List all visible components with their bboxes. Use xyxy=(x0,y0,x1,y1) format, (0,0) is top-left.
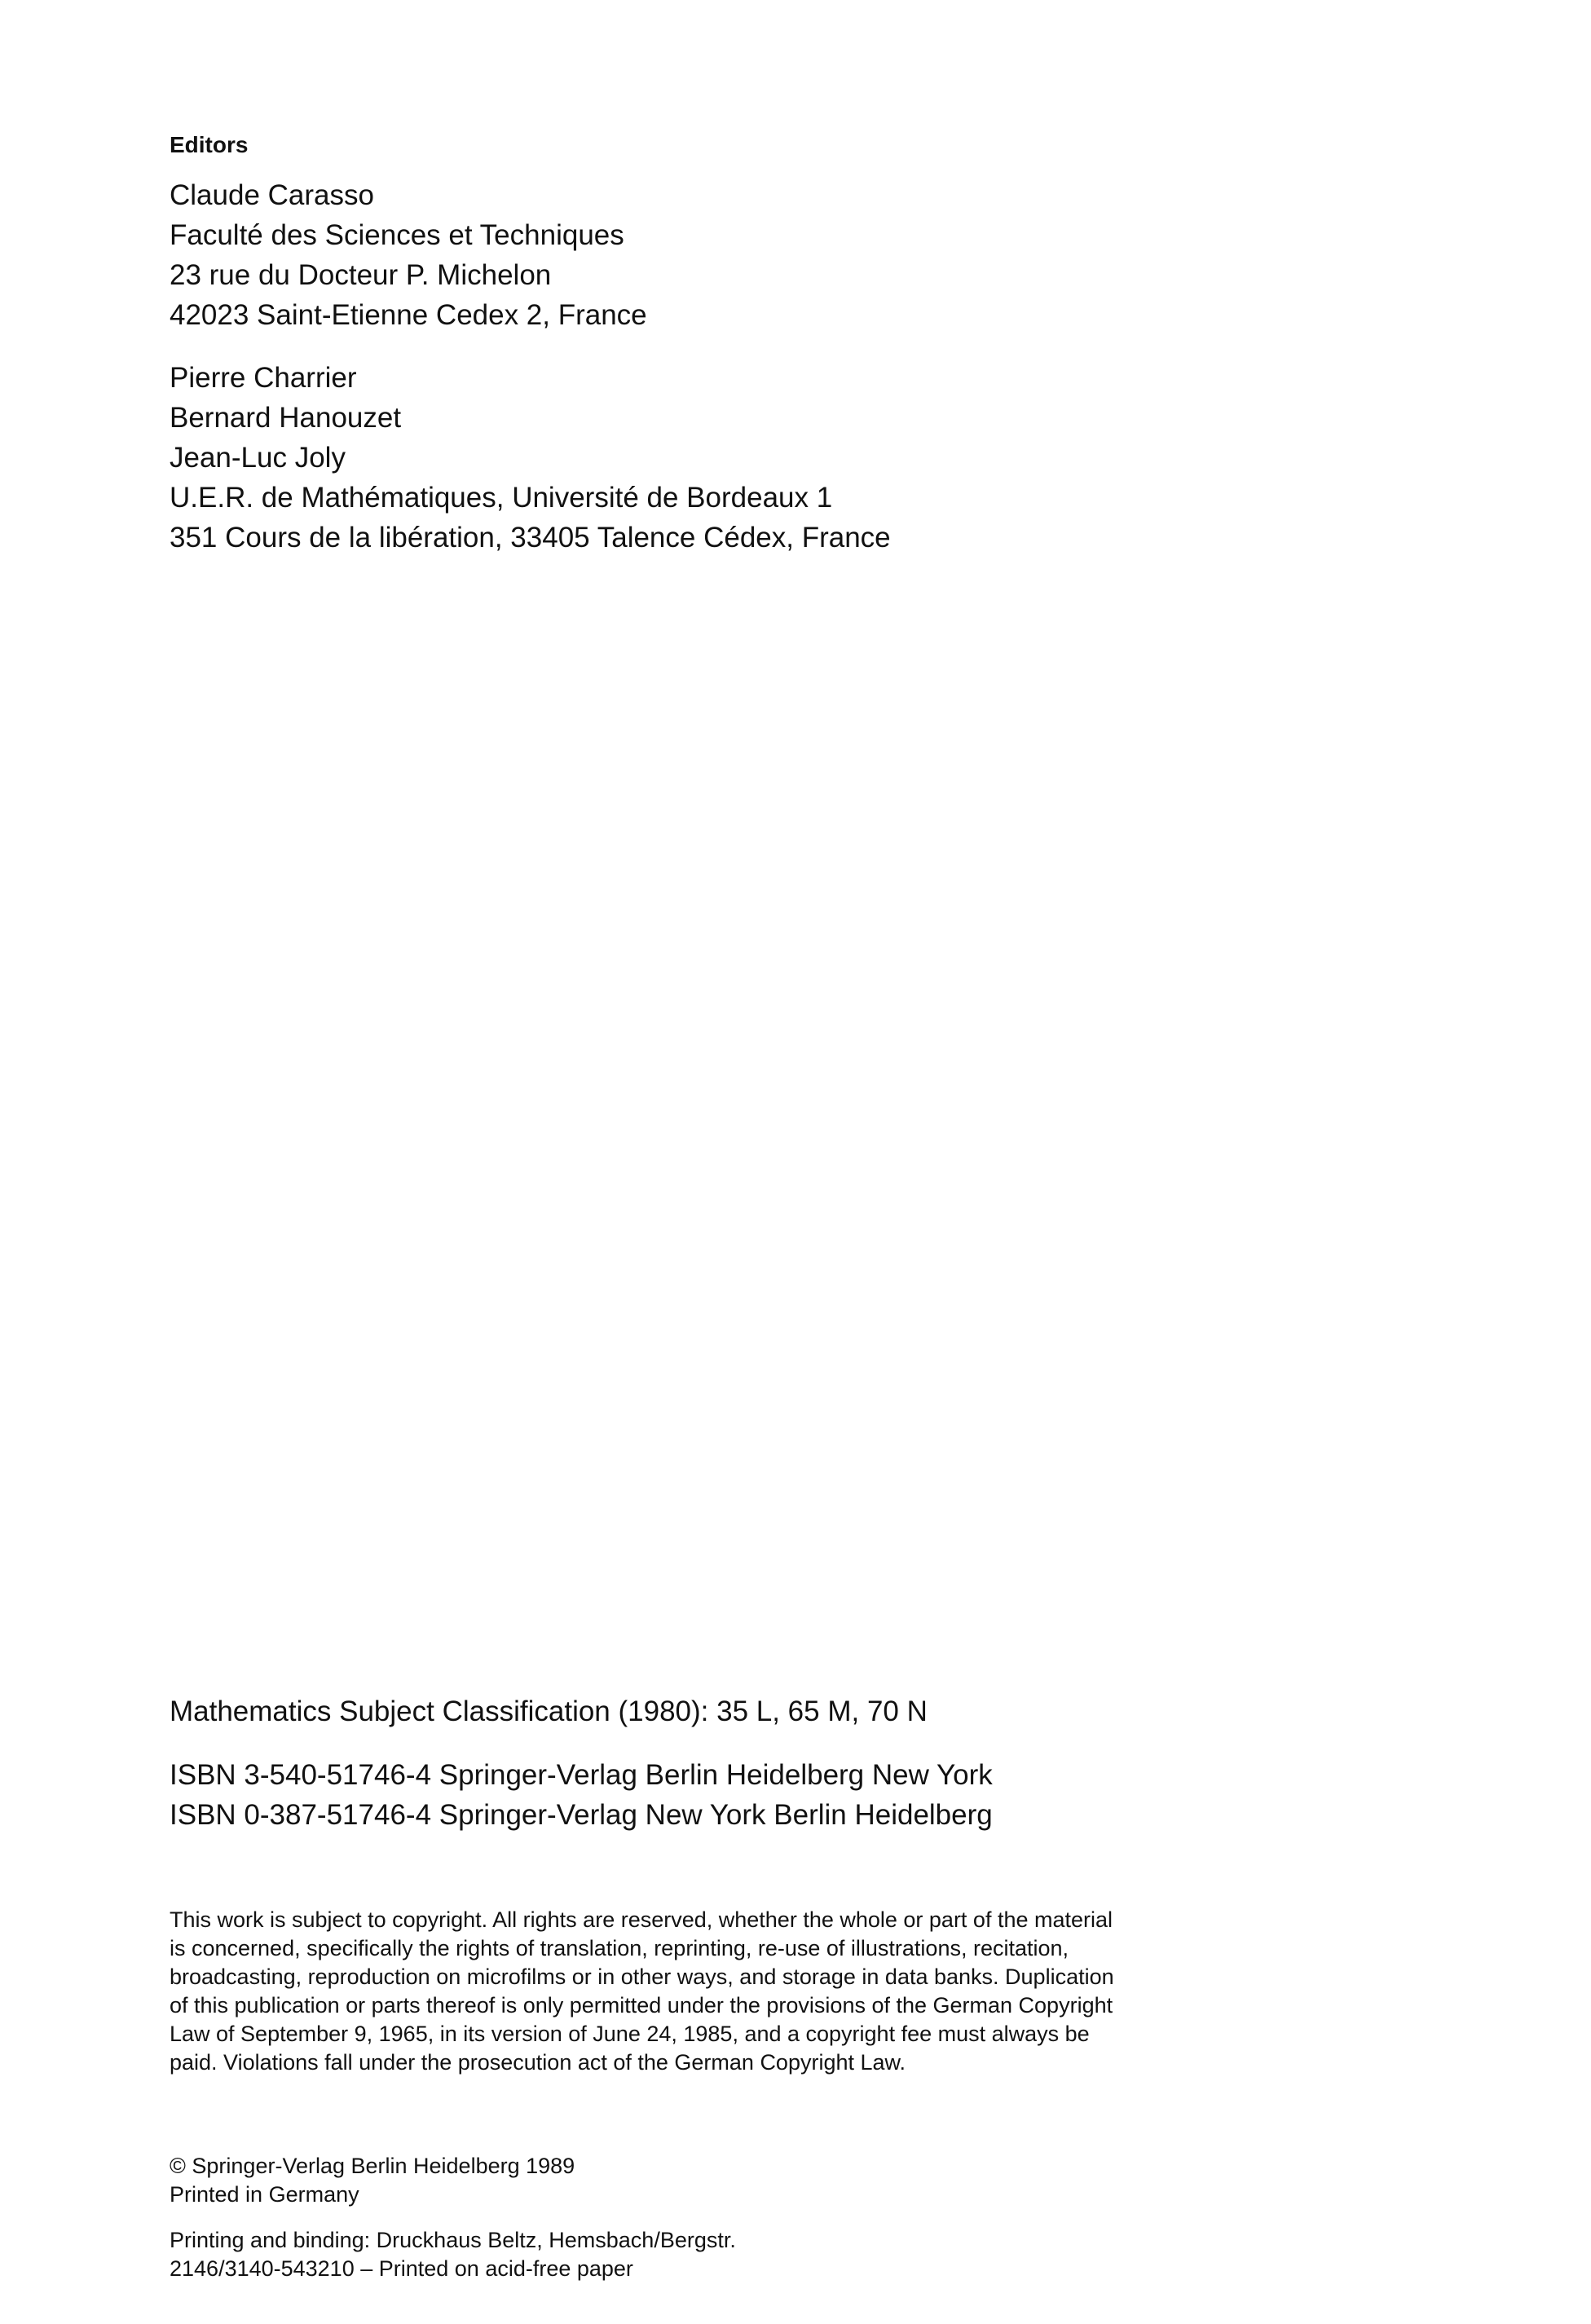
editor-address-bordeaux xyxy=(170,358,891,558)
publisher-copyright-line: © Springer-Verlag Berlin Heidelberg 1989 xyxy=(170,2154,575,2178)
copyright-line: is concerned, specifically the rights of translation, reprinting, re-use of illustrations, recitation, xyxy=(170,1936,1069,1960)
editor-name: Jean-Luc Joly xyxy=(170,442,346,474)
address-line: 42023 Saint-Etienne Cedex 2, France xyxy=(170,299,647,331)
editor-name: Pierre Charrier xyxy=(170,362,357,394)
isbn-line: ISBN 3-540-51746-4 Springer-Verlag Berlin Heidelberg New York xyxy=(170,1759,993,1791)
editor-name: Claude Carasso xyxy=(170,179,374,211)
printing-binding-line: Printing and binding: Druckhaus Beltz, Hemsbach/Bergstr. xyxy=(170,2228,736,2252)
copyright-line: This work is subject to copyright. All rights are reserved, whether the whole or part of the material xyxy=(170,1907,1113,1932)
printed-in-line: Printed in Germany xyxy=(170,2182,359,2207)
copyright-line: paid. Violations fall under the prosecution act of the German Copyright Law. xyxy=(170,2050,906,2075)
isbn-line: ISBN 0-387-51746-4 Springer-Verlag New York Berlin Heidelberg xyxy=(170,1799,993,1831)
address-line: Faculté des Sciences et Techniques xyxy=(170,219,624,251)
copyright-line: broadcasting, reproduction on microfilms or in other ways, and storage in data banks. Duplication xyxy=(170,1965,1114,1989)
address-line: 23 rue du Docteur P. Michelon xyxy=(170,259,552,291)
isbn-block xyxy=(170,1755,993,1835)
copyright-notice xyxy=(170,1906,1221,2077)
subject-classification: Mathematics Subject Classification (1980): 35 L, 65 M, 70 N xyxy=(170,1696,928,1727)
copyright-line: of this publication or parts thereof is only permitted under the provisions of the German Copyright xyxy=(170,1993,1113,2018)
address-line: 351 Cours de la libération, 33405 Talence Cédex, France xyxy=(170,522,891,553)
printing-info xyxy=(170,2226,1221,2283)
copyright-line: Law of September 9, 1965, in its version of June 24, 1985, and a copyright fee must always be xyxy=(170,2022,1090,2046)
print-code-line: 2146/3140-543210 – Printed on acid-free paper xyxy=(170,2256,633,2281)
editor-address-carasso xyxy=(170,175,647,335)
publisher-info xyxy=(170,2152,1221,2209)
editors-heading: Editors xyxy=(170,132,249,157)
editor-name: Bernard Hanouzet xyxy=(170,402,402,434)
address-line: U.E.R. de Mathématiques, Université de Bordeaux 1 xyxy=(170,482,833,514)
